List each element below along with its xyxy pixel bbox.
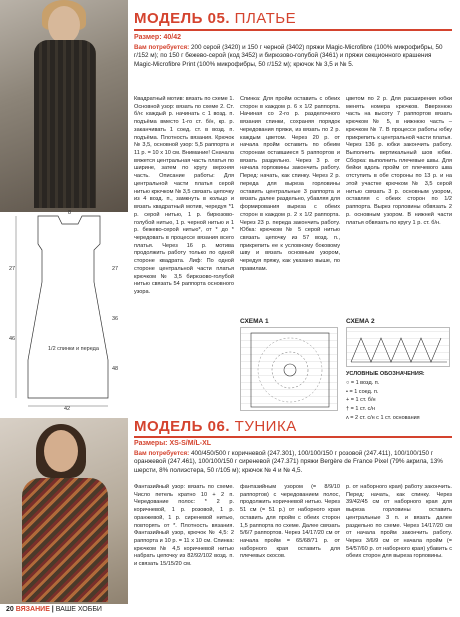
schema2-label: СХЕМА 2	[346, 318, 375, 325]
model1-materials-label: Вам потребуется:	[134, 44, 190, 51]
model1-column-2: Спинка: Для пройм оставить с обеих сторон в каждом р. 6 х 1/2 раппорта. Начиная со 2-го р. разделочного вязания спинки, сохраняя порядок чередования пряжи, из вязать по 2 р. каждым цветом. Через 20 р. от начала пройм оставить по обеим сторонам оставшиеся 5 раппортов и вязать раздельно. Через 3 р. от начала горловины закончить работу. Перед: начать, как спинку. Через 2 р. переда для выреза горловины оставить центральные 3 раппорта и вязать далее раздельно, убавляя для формирования выреза с обеих сторон в каждом р. 2 х 1/2 раппорта. Через 23 р. переда закончить работу. Юбка: крючком № 5 серой нитью связать цепочку из 57 возд. п., прикрепить ее к условному боковому шву и вязать основным узором, чередуя пряжу, как указано выше, по правилам.	[240, 96, 340, 272]
schema1-label: СХЕМА 1	[240, 318, 269, 325]
model1-materials	[134, 44, 452, 69]
dress-garment	[34, 40, 96, 208]
legend-item: + = 1 ст. б/н	[346, 397, 376, 404]
dress-schematic	[8, 210, 126, 410]
model2-materials-text: 400/450/500 г коричневой (247.301), 100/100/150 г розовой (247.411), 100/100/150 г оранжевой (247.461), 100/100/150 г сиреневой (247.371) пряжи Bergère de France Pixel (79% акрила, 13% шерсти, 8% полиэстера, 50 г/105 м); крючок № 4 и № 4,5.	[134, 450, 443, 474]
dim-27-left: 27	[9, 266, 16, 272]
model2-title-rule	[134, 436, 452, 438]
dim-27-right: 27	[112, 266, 119, 272]
dim-36: 36	[112, 316, 119, 322]
model1-column-1: Квадратный мотив: вязать по схеме 1. Основной узор: вязать по схеме 2. Ст. б/н: каждый р. начинать с 1 возд. п. подъёма вместо 1-го ст. б/н, кр. р. заканчивать 1 соед. ст. в возд. п. подъёма. Плотность вязания. Крючок № 3,5, основной узор: 5,5 раппорта и 11 р. = 10 х 10 см. Внимание! Сначала вяжется центральная часть платья по ширине, затем по кругу верхняя часть. Описание работы: Для центральной части платья серой нитью крючком № 3,5 связать цепочку из 4 возд. п., замкнуть в кольцо и вязать квадратный мотив, чередуя *1 р. серой нитью, 1 р. бирюзово-голубой нитью, 1 р. черной нитью и 1 р. бежево-серой нитью*, от * до * чередовать в процессе вязания всего платья. Через 16 р. мотива продолжить работу только по одной стороне квадрата. Лиф: По одной стороне центральной части платья крючком № 3,5 бирюзово-голубой нитью связать 54 раппорта основного узора.	[134, 96, 234, 295]
model-head	[44, 430, 78, 472]
schema1-ring-3	[258, 338, 322, 402]
schema1-ring-2	[272, 352, 308, 388]
legend-item: ᴧ = 2 ст. с/н с 1 ст. основания	[346, 414, 420, 421]
dress-outline	[28, 216, 108, 398]
symbols-legend	[346, 370, 452, 423]
page-number: 20	[6, 606, 14, 613]
tunic-photo	[0, 418, 128, 604]
model1-sizes: Размер: 40/42	[134, 34, 182, 41]
magazine-name: ВЯЗАНИЕ	[15, 606, 50, 613]
dim-42: 42	[64, 406, 71, 410]
model1-title-prefix: МОДЕЛЬ 05.	[134, 10, 230, 27]
schema1-chart	[240, 327, 338, 411]
model2-title-name: ТУНИКА	[234, 418, 297, 435]
tunic-garment	[22, 478, 108, 602]
schema2-symbols	[347, 328, 451, 368]
model2-column-3: р. от наборного края) работу закончить. Перед: начать, как спинку. Через 39/42/45 см от наборного края для выреза горловины оставить центральные 3 п. и вязать далее раздельно по схеме. Через 14/17/20 см от начала пройм закончить работу. Через 3/6/9 см от начала пройм (= 54/57/60 р. от наборного края) убавить с обеих сторон для выреза горловины.	[346, 484, 452, 560]
schema1-symbols	[241, 328, 339, 412]
legend-item: • = 1 соед. п.	[346, 388, 379, 395]
legend-item: † = 1 ст. с/н	[346, 406, 375, 413]
model2-column-2: фантазийным узором (= 8/9/10 раппортов) с чередованием полос, продолжить коричневой нитью. Через 51 см (= 51 р.) от наборного края оставить для пройм с обеих сторон 1,5 раппорта по схеме. Далее связать 5/6/7 раппортов. Через 14/17/20 см от начала пройм = 65/68/71 р. от наборного края оставить для плечевых скосов.	[240, 484, 340, 560]
dim-top: 8	[68, 210, 72, 216]
model2-title-prefix: МОДЕЛЬ 06.	[134, 418, 230, 435]
model2-title	[134, 418, 297, 435]
model2-materials-label: Вам потребуется:	[134, 450, 190, 457]
model-head	[48, 6, 80, 44]
magazine-tagline: ВАШЕ ХОББИ	[55, 606, 102, 613]
dress-photo	[0, 0, 128, 212]
schema2-chart	[346, 327, 450, 367]
model2-materials	[134, 450, 452, 475]
legend-item: ○ = 1 возд. п.	[346, 379, 380, 386]
dim-46: 46	[9, 336, 16, 342]
dim-48: 48	[112, 366, 119, 372]
model1-title	[134, 10, 296, 27]
model1-column-3: цветом по 2 р. Для расширения юбки менять номера крючков. Вверхнюю часть на высоту 7 раппортов вязать крючком № 5, в нижнюю часть – крючком № 7. В процессе работы юбку прикрепить к центральной части платья. Через 136 р. юбки закончить работу. Выполнить вертикальный шов юбки. Сборка: выполнить плечевые швы. Для бейки вдоль пройм от плечевого шва отступить в обе стороны по 13 р. и на этой участке крючком № 3,5 серой нитью связать 3 р. основным узором, оставляя с обеих сторон по 1/2 раппорта. Вырез горловины обвязать 2 р. основным узором. В нижней части платья обвязать по кругу 1 р. ст. б/н.	[346, 96, 452, 226]
diagram-caption: 1/2 спинки и переда	[48, 346, 99, 352]
model2-column-1: Фантазийный узор: вязать по схеме. Число петель кратно 10 + 2 п. Чередование полос: * 2 р. коричневой, 1 р. розовой, 1 р. оранжевой, 1 р. сиреневой нитью, повторять от *. Плотность вязания. Фантазийный узор, крючок № 4,5: 2 раппорта и 10 р. = 11 х 10 см. Спинка: крючком № 4,5 коричневой нитью набрать цепочку из 82/92/102 возд. п. и связать 15/15/20 см.	[134, 484, 234, 568]
legend-title: УСЛОВНЫЕ ОБОЗНАЧЕНИЯ:	[346, 371, 425, 377]
schema1-square	[251, 333, 329, 407]
model1-title-name: ПЛАТЬЕ	[234, 10, 297, 27]
page-footer	[0, 604, 460, 617]
schema1-center-ring	[284, 364, 296, 376]
schema2-zigzag	[351, 338, 441, 362]
page-number-line: 20 ВЯЗАНИЕ | ВАШЕ ХОББИ	[6, 606, 102, 613]
model1-title-rule	[134, 29, 452, 31]
model1-materials-text: 200 серой (3420) и 150 г черной (3402) пряжи Magic-Microfibre (100% микрофибры, 50 г/152 м); по 150 г бежево-серой (код 3452) и бирюзово-голубой (3461) и пряжи секционного крашения Magic-Microfibre Print (100% микрофибры, 50 г/152 м); крючок № 3,5 и № 5.	[134, 44, 443, 68]
model2-sizes: Размеры: XS-S/M/L-XL	[134, 440, 212, 447]
